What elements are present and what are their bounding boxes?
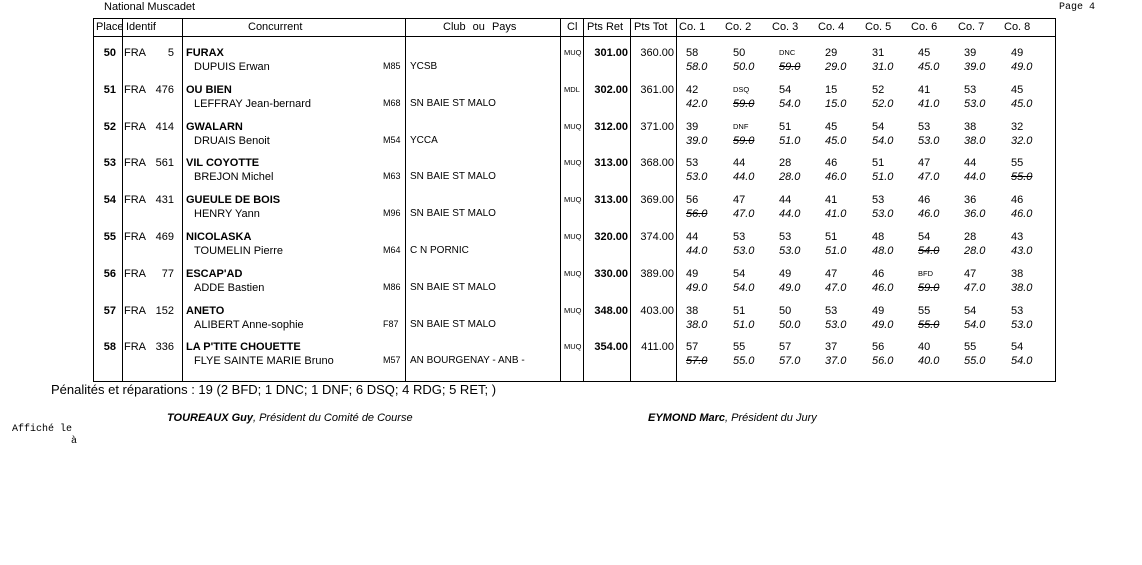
race-4-rank: 29: [825, 47, 838, 59]
nationality: FRA: [124, 304, 146, 317]
skipper-category: F87: [383, 318, 399, 329]
race-7-rank: 53: [964, 83, 977, 96]
race-4-points: 37.0: [825, 355, 847, 368]
race-1-rank: 49: [686, 267, 699, 280]
race-5-points: 54.0: [872, 134, 894, 147]
sail-number: 561: [155, 157, 174, 170]
skipper-category: M63: [383, 171, 401, 182]
race-3-rank: 57: [779, 341, 792, 354]
skipper-name: ALIBERT Anne-sophie: [194, 318, 304, 331]
points-total: 389.00: [640, 267, 674, 280]
race-1-rank: 57: [686, 341, 699, 354]
boat-name: ESCAP'AD: [186, 267, 243, 280]
place-number: 53: [103, 157, 116, 170]
race-4-rank: 46: [825, 157, 838, 170]
points-retained: 313.00: [594, 194, 628, 207]
place-number: 56: [103, 267, 116, 280]
boat-name: GUEULE DE BOIS: [186, 194, 281, 207]
race-8-rank: 32: [1011, 120, 1024, 133]
club-name: SN BAIE ST MALO: [410, 171, 496, 183]
column-separator: [405, 18, 406, 382]
race-4-points: 15.0: [825, 97, 847, 110]
race-7-rank: 54: [964, 304, 977, 317]
column-separator: [560, 18, 561, 382]
col-header-race-1: Co. 1: [679, 21, 706, 33]
race-8-rank: 38: [1011, 267, 1024, 280]
race-6-points: 45.0: [918, 61, 940, 73]
jury-signature: [648, 412, 817, 424]
race-1-rank: 53: [686, 157, 699, 170]
race-2-points-discarded: 59.0: [733, 97, 755, 110]
points-total: 411.00: [641, 341, 674, 354]
sail-number: 431: [155, 194, 174, 207]
skipper-name: DRUAIS Benoit: [194, 134, 270, 147]
class-code: MUQ: [564, 158, 582, 168]
race-6-rank: 47: [918, 157, 931, 170]
skipper-category: M96: [383, 208, 401, 219]
race-5-rank: 52: [872, 83, 885, 96]
report-title: National Muscadet: [104, 1, 196, 13]
race-2-rank: 53: [733, 231, 746, 243]
race-1-rank: 39: [686, 120, 699, 133]
nationality: FRA: [124, 267, 146, 280]
race-7-rank: 47: [964, 267, 977, 280]
race-1-rank: 58: [686, 47, 699, 59]
race-8-points: 53.0: [1011, 318, 1033, 331]
race-8-points: 32.0: [1011, 134, 1033, 147]
race-4-points: 51.0: [825, 245, 847, 257]
race-2-rank: 55: [733, 341, 746, 354]
race-2-points: 44.0: [733, 171, 755, 184]
page-number: Page 4: [1059, 2, 1096, 13]
race-6-points: 47.0: [918, 171, 940, 184]
race-8-points-discarded: 55.0: [1011, 171, 1033, 184]
race-committee-signature: [167, 412, 413, 424]
class-code: MUQ: [564, 121, 582, 131]
race-3-rank: 53: [779, 231, 792, 243]
race-3-points: 44.0: [779, 208, 801, 221]
sail-number: 414: [155, 120, 174, 133]
class-code: MUQ: [564, 48, 582, 57]
race-3-points: 28.0: [779, 171, 801, 184]
col-header-club: Club ou Pays: [443, 21, 517, 33]
race-7-points: 55.0: [964, 355, 986, 368]
race-3-points: 57.0: [779, 355, 801, 368]
skipper-name: FLYE SAINTE MARIE Bruno: [194, 355, 334, 368]
points-total: 403.00: [640, 304, 674, 317]
col-header-race-6: Co. 6: [911, 21, 938, 33]
race-5-points: 56.0: [872, 355, 894, 368]
boat-name: VIL COYOTTE: [186, 157, 260, 170]
skipper-name: LEFFRAY Jean-bernard: [194, 97, 311, 110]
race-4-points: 46.0: [825, 171, 847, 184]
points-total: 374.00: [640, 231, 674, 243]
column-separator: [182, 18, 183, 382]
race-4-rank: 41: [825, 194, 838, 207]
race-6-points-discarded: 54.0: [918, 245, 940, 257]
race-7-rank: 36: [964, 194, 977, 207]
skipper-category: M85: [383, 61, 401, 71]
race-6-rank: 53: [918, 120, 931, 133]
nationality: FRA: [124, 194, 146, 207]
race-2-points: 54.0: [733, 281, 755, 294]
boat-name: LA P'TITE CHOUETTE: [186, 341, 301, 354]
place-number: 51: [103, 83, 116, 96]
race-5-points: 49.0: [872, 318, 894, 331]
posted-date-label: Affiché le: [12, 424, 73, 435]
race-7-rank: 44: [964, 157, 977, 170]
race-2-points-discarded: 59.0: [733, 134, 755, 147]
race-3-points: 54.0: [779, 97, 801, 110]
race-3-points: 49.0: [779, 281, 801, 294]
sail-number: 5: [167, 47, 174, 59]
nationality: FRA: [124, 341, 146, 354]
race-4-points: 29.0: [825, 61, 847, 73]
skipper-name: HENRY Yann: [194, 208, 260, 221]
place-number: 57: [103, 304, 116, 317]
race-5-points: 48.0: [872, 245, 894, 257]
race-8-rank: 45: [1011, 83, 1024, 96]
jury-president-name: EYMOND Marc: [648, 412, 726, 424]
race-6-points: 46.0: [918, 208, 940, 221]
club-name: AN BOURGENAY - ANB -: [410, 355, 525, 367]
race-8-rank: 55: [1011, 157, 1024, 170]
race-4-rank: 47: [825, 267, 838, 280]
place-number: 52: [103, 120, 116, 133]
sail-number: 469: [155, 231, 174, 243]
race-8-points: 43.0: [1011, 245, 1033, 257]
race-2-rank: 51: [733, 304, 746, 317]
points-total: 361.00: [640, 83, 674, 96]
boat-name: FURAX: [186, 47, 224, 59]
race-8-rank: 54: [1011, 341, 1024, 354]
race-5-rank: 31: [872, 47, 885, 59]
race-8-rank: 49: [1011, 47, 1024, 59]
nationality: FRA: [124, 120, 146, 133]
race-7-points: 39.0: [964, 61, 986, 73]
race-8-rank: 46: [1011, 194, 1024, 207]
race-1-rank: 42: [686, 83, 699, 96]
column-separator: [676, 18, 677, 382]
sail-number: 476: [155, 83, 174, 96]
race-8-points: 45.0: [1011, 97, 1033, 110]
race-8-rank: 53: [1011, 304, 1024, 317]
race-6-points-discarded: 59.0: [918, 281, 940, 294]
race-7-points: 36.0: [964, 208, 986, 221]
race-5-rank: 56: [872, 341, 885, 354]
race-6-rank: 41: [918, 83, 931, 96]
race-7-rank: 55: [964, 341, 977, 354]
race-5-points: 51.0: [872, 171, 894, 184]
col-header-place: Place: [96, 21, 124, 33]
race-8-points: 49.0: [1011, 61, 1033, 73]
race-2-rank: 54: [733, 267, 746, 280]
col-header-pts-ret: Pts Ret: [587, 21, 624, 33]
race-5-rank: 54: [872, 120, 885, 133]
race-3-rank: 44: [779, 194, 792, 207]
race-3-rank: 54: [779, 83, 792, 96]
column-separator: [583, 18, 584, 382]
points-total: 369.00: [640, 194, 674, 207]
club-name: SN BAIE ST MALO: [410, 281, 496, 293]
col-header-race-4: Co. 4: [818, 21, 845, 33]
race-6-rank: 54: [918, 231, 931, 243]
race-3-rank: 50: [779, 304, 792, 317]
race-1-points: 49.0: [686, 281, 708, 294]
race-7-rank: 28: [964, 231, 977, 243]
race-1-points: 44.0: [686, 245, 708, 257]
race-6-rank: 46: [918, 194, 931, 207]
posted-place-label: à: [71, 436, 78, 447]
race-1-points: 38.0: [686, 318, 708, 331]
race-2-points: 51.0: [733, 318, 755, 331]
race-5-rank: 46: [872, 267, 885, 280]
race-7-rank: 38: [964, 120, 977, 133]
race-3-rank: 28: [779, 157, 792, 170]
place-number: 58: [103, 341, 116, 354]
race-6-points: 41.0: [918, 97, 940, 110]
race-1-points-discarded: 56.0: [686, 208, 708, 221]
nationality: FRA: [124, 231, 146, 243]
race-5-points: 46.0: [872, 281, 894, 294]
race-4-rank: 45: [825, 120, 838, 133]
points-retained: 320.00: [594, 231, 628, 243]
race-2-points: 50.0: [733, 61, 755, 73]
race-5-rank: 48: [872, 231, 885, 243]
boat-name: ANETO: [186, 304, 225, 317]
skipper-category: M57: [383, 355, 401, 366]
race-2-points: 47.0: [733, 208, 755, 221]
race-6-points: 53.0: [918, 134, 940, 147]
place-number: 50: [103, 47, 116, 59]
race-6-rank: 40: [918, 341, 931, 354]
race-2-rank: 50: [733, 47, 746, 59]
skipper-category: M54: [383, 134, 401, 145]
col-header-race-7: Co. 7: [958, 21, 985, 33]
points-retained: 302.00: [594, 83, 628, 96]
col-header-pts-tot: Pts Tot: [634, 21, 668, 33]
race-5-rank: 51: [872, 157, 885, 170]
race-5-points: 53.0: [872, 208, 894, 221]
club-name: YCSB: [410, 61, 438, 72]
column-separator: [630, 18, 631, 382]
race-3-points: 53.0: [779, 245, 801, 257]
race-3-rank: 49: [779, 267, 792, 280]
race-2-points: 53.0: [733, 245, 755, 257]
col-header-race-5: Co. 5: [865, 21, 892, 33]
race-8-points: 54.0: [1011, 355, 1033, 368]
skipper-category: M64: [383, 245, 401, 255]
points-retained: 301.00: [594, 47, 628, 59]
points-total: 368.00: [640, 157, 674, 170]
place-number: 54: [103, 194, 116, 207]
race-committee-president-role: , Président du Comité de Course: [252, 412, 413, 424]
race-2-rank: DSQ: [733, 84, 750, 94]
race-5-points: 52.0: [872, 97, 894, 110]
race-2-rank: 47: [733, 194, 746, 207]
jury-president-role: , Président du Jury: [725, 412, 817, 424]
points-retained: 348.00: [594, 304, 628, 317]
penalties-summary: Pénalités et réparations : 19 (2 BFD; 1 DNC; 1 DNF; 6 DSQ; 4 RDG; 5 RET; ): [51, 382, 497, 397]
boat-name: OU BIEN: [186, 83, 232, 96]
col-header-race-8: Co. 8: [1004, 21, 1031, 33]
race-6-rank: BFD: [918, 268, 933, 278]
race-3-points: 50.0: [779, 318, 801, 331]
col-header-race-2: Co. 2: [725, 21, 752, 33]
race-6-points-discarded: 55.0: [918, 318, 940, 331]
header-divider: [93, 36, 1056, 37]
race-7-points: 44.0: [964, 171, 986, 184]
club-name: C N PORNIC: [410, 245, 469, 256]
club-name: YCCA: [410, 134, 438, 146]
race-7-points: 38.0: [964, 134, 986, 147]
race-5-rank: 49: [872, 304, 885, 317]
race-2-rank: DNF: [733, 121, 749, 131]
col-header-identif: Identif: [126, 21, 156, 33]
points-retained: 330.00: [594, 267, 628, 280]
race-2-rank: 44: [733, 157, 746, 170]
race-4-points: 45.0: [825, 134, 847, 147]
race-4-points: 47.0: [825, 281, 847, 294]
points-retained: 312.00: [594, 120, 628, 133]
club-name: SN BAIE ST MALO: [410, 318, 496, 330]
place-number: 55: [103, 231, 116, 243]
skipper-category: M86: [383, 281, 401, 292]
race-7-points: 28.0: [964, 245, 986, 257]
sail-number: 336: [155, 341, 174, 354]
race-4-rank: 51: [825, 231, 838, 243]
points-total: 371.00: [640, 120, 674, 133]
race-4-rank: 53: [825, 304, 838, 317]
race-7-rank: 39: [964, 47, 977, 59]
col-header-concurrent: Concurrent: [248, 21, 303, 33]
race-3-points-discarded: 59.0: [779, 61, 801, 73]
class-code: MUQ: [564, 305, 582, 315]
race-8-points: 38.0: [1011, 281, 1033, 294]
club-name: SN BAIE ST MALO: [410, 208, 496, 220]
skipper-name: BREJON Michel: [194, 171, 274, 184]
points-retained: 354.00: [594, 341, 628, 354]
race-1-points: 53.0: [686, 171, 708, 184]
race-1-rank: 56: [686, 194, 699, 207]
race-1-points: 42.0: [686, 97, 708, 110]
race-6-rank: 45: [918, 47, 931, 59]
race-7-points: 54.0: [964, 318, 986, 331]
race-5-rank: 53: [872, 194, 885, 207]
skipper-name: DUPUIS Erwan: [194, 61, 270, 73]
class-code: MDL: [564, 84, 580, 94]
sail-number: 152: [155, 304, 174, 317]
class-code: MUQ: [564, 268, 582, 278]
skipper-category: M68: [383, 97, 401, 108]
race-5-points: 31.0: [872, 61, 894, 73]
race-committee-president-name: TOUREAUX Guy: [167, 412, 253, 424]
race-3-rank: DNC: [779, 48, 796, 57]
boat-name: NICOLASKA: [186, 231, 252, 243]
race-7-points: 47.0: [964, 281, 986, 294]
race-3-rank: 51: [779, 120, 792, 133]
race-4-points: 53.0: [825, 318, 847, 331]
column-separator: [122, 18, 123, 382]
sail-number: 77: [161, 267, 174, 280]
race-6-rank: 55: [918, 304, 931, 317]
race-1-points: 58.0: [686, 61, 708, 73]
class-code: MUQ: [564, 232, 582, 241]
race-1-rank: 38: [686, 304, 699, 317]
race-1-points-discarded: 57.0: [686, 355, 708, 368]
skipper-name: TOUMELIN Pierre: [194, 245, 284, 257]
race-4-rank: 15: [825, 83, 838, 96]
race-6-points: 40.0: [918, 355, 940, 368]
col-header-cl: Cl: [567, 21, 578, 33]
boat-name: GWALARN: [186, 120, 243, 133]
class-code: MUQ: [564, 195, 582, 205]
race-1-rank: 44: [686, 231, 699, 243]
club-name: SN BAIE ST MALO: [410, 97, 496, 109]
points-total: 360.00: [640, 47, 674, 59]
race-2-points: 55.0: [733, 355, 755, 368]
col-header-race-3: Co. 3: [772, 21, 799, 33]
race-4-points: 41.0: [825, 208, 847, 221]
race-4-rank: 37: [825, 341, 838, 354]
points-retained: 313.00: [594, 157, 628, 170]
race-3-points: 51.0: [779, 134, 801, 147]
race-1-points: 39.0: [686, 134, 708, 147]
race-8-rank: 43: [1011, 231, 1024, 243]
skipper-name: ADDE Bastien: [194, 281, 265, 294]
race-8-points: 46.0: [1011, 208, 1033, 221]
nationality: FRA: [124, 83, 146, 96]
class-code: MUQ: [564, 342, 582, 352]
nationality: FRA: [124, 157, 146, 170]
race-7-points: 53.0: [964, 97, 986, 110]
nationality: FRA: [124, 47, 146, 59]
